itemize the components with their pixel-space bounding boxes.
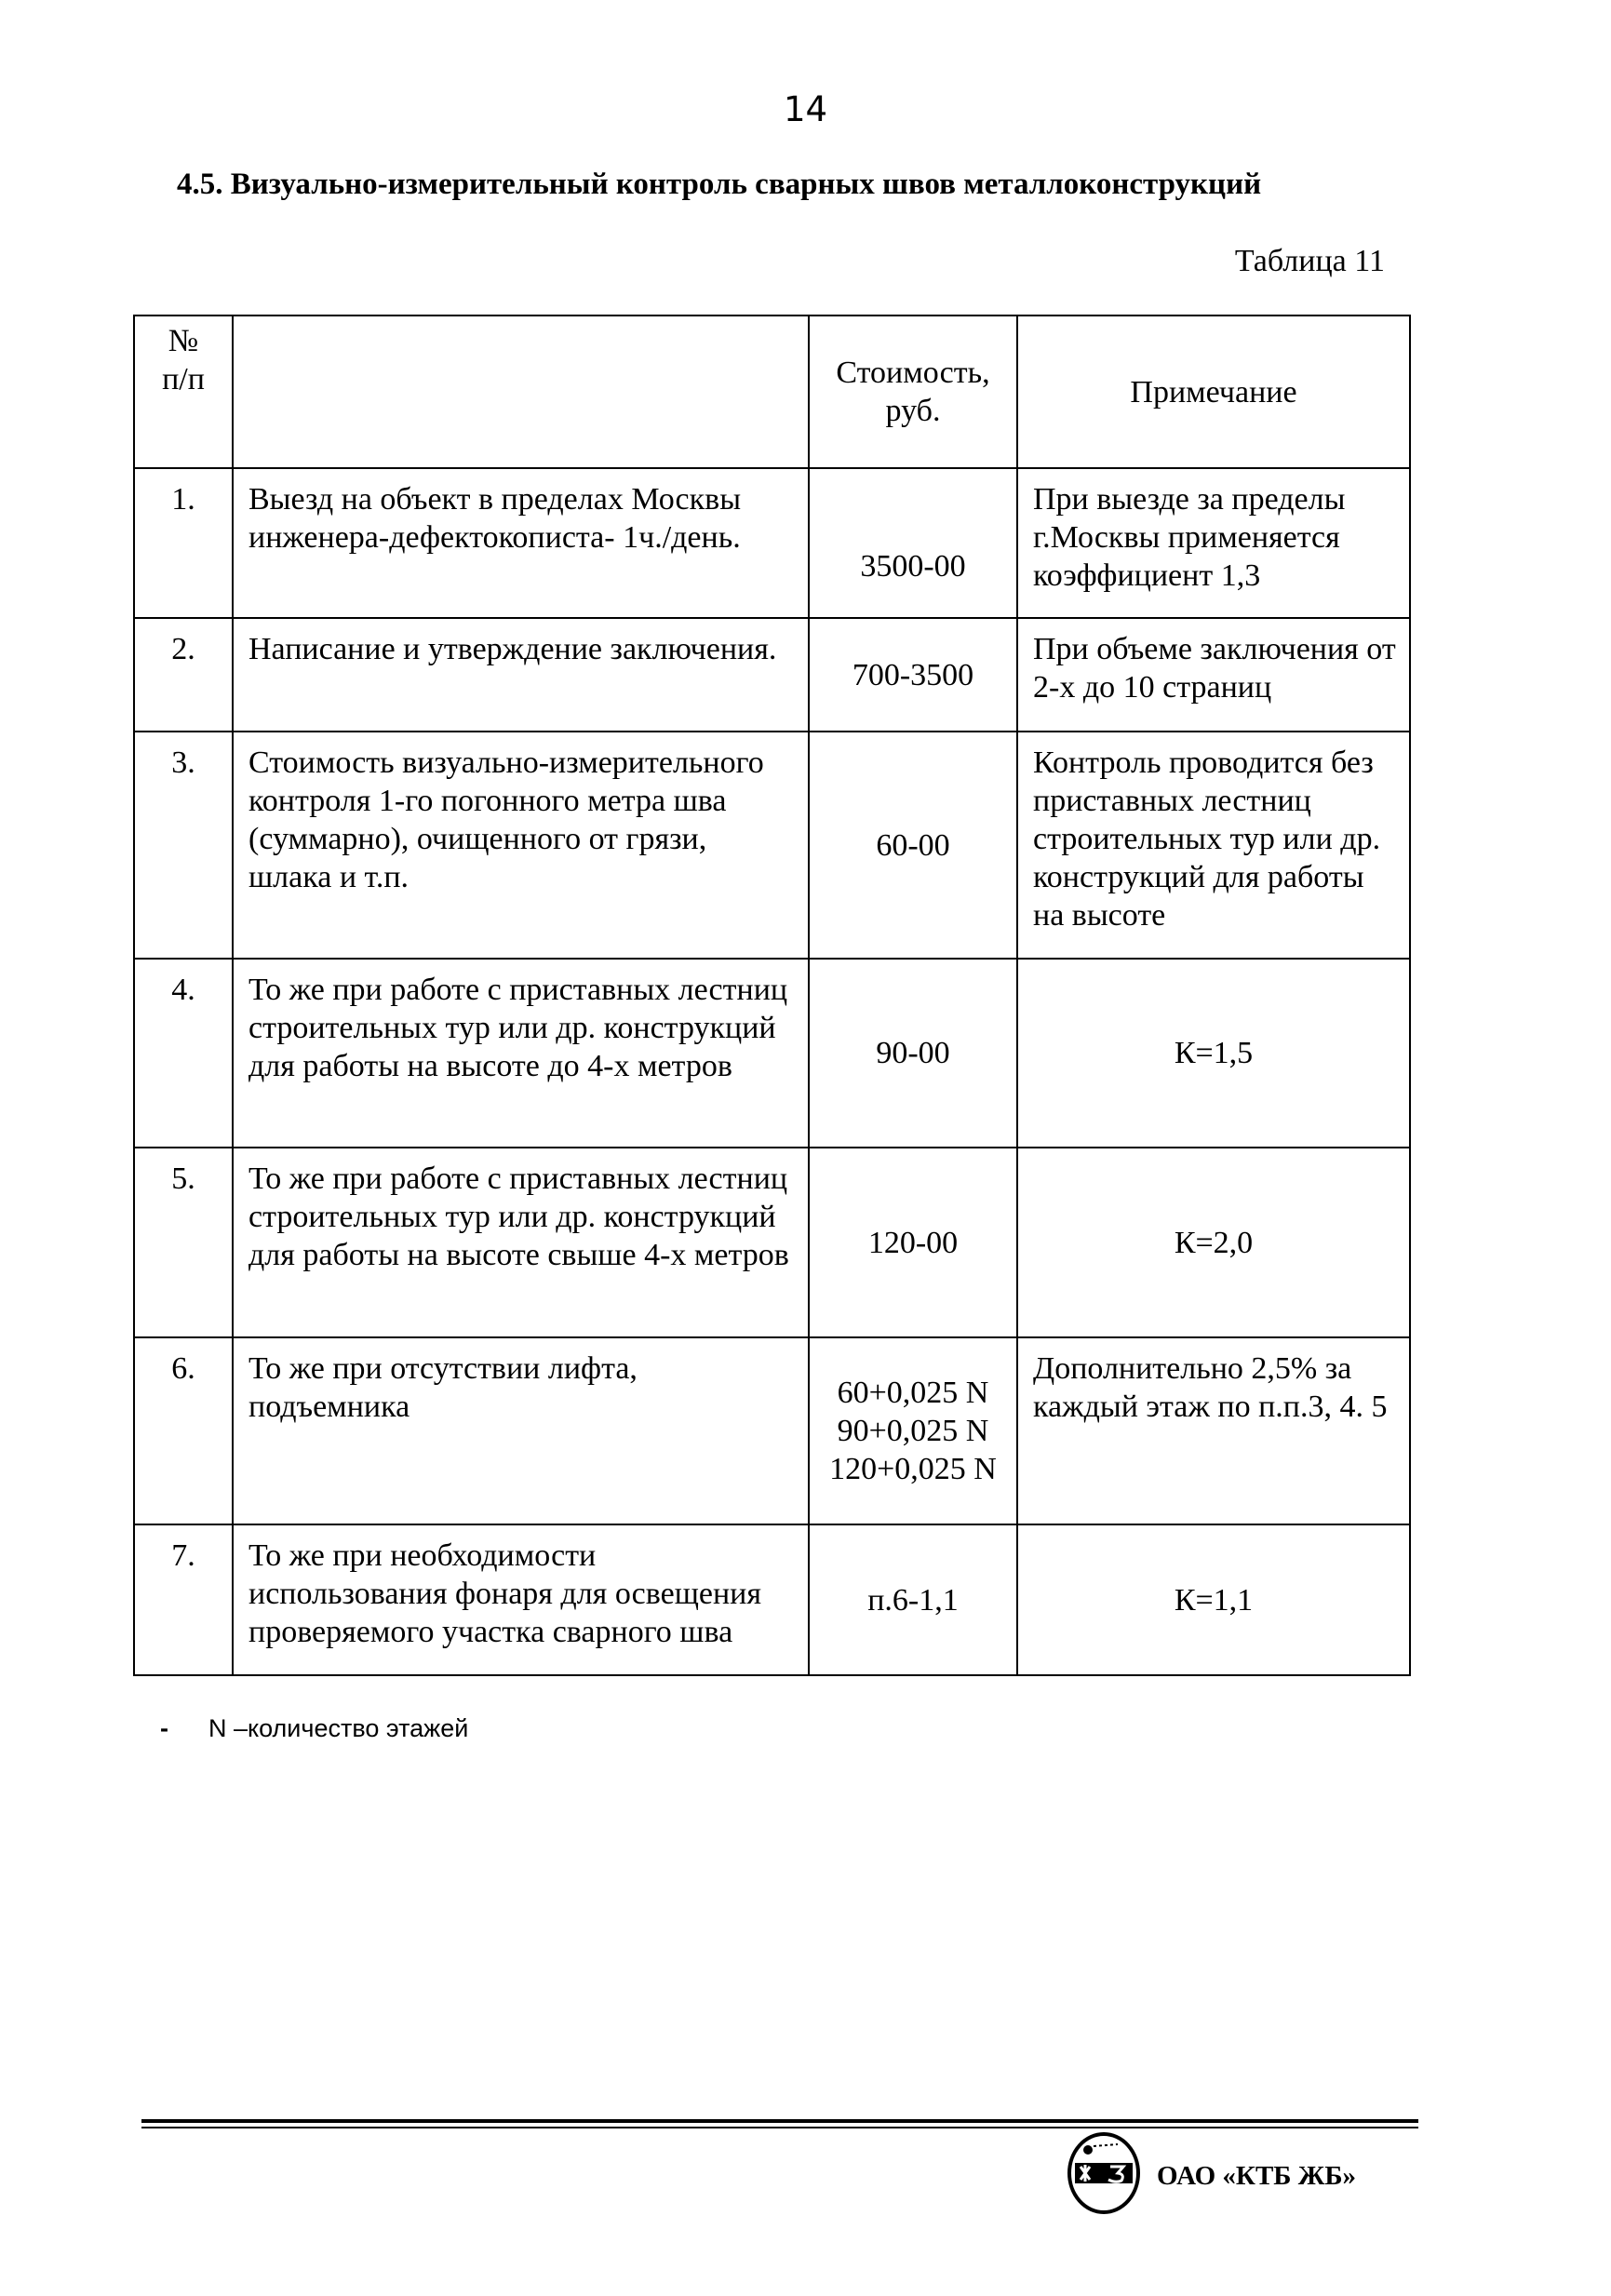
row-description: Написание и утверждение заключения. [233, 618, 809, 732]
page-number: 14 [783, 89, 828, 129]
footnote-bullet: - [160, 1714, 168, 1742]
row-note: К=2,0 [1017, 1148, 1410, 1337]
table-row [134, 959, 1410, 1148]
row-cost: 3500-00 [809, 468, 1017, 618]
company-name: ОАО «КТБ ЖБ» [1157, 2161, 1357, 2191]
row-note: Дополнительно 2,5% за каждый этаж по п.п.3, 4. 5 [1017, 1337, 1410, 1524]
header-note: Примечание [1017, 316, 1410, 468]
row-description: То же при работе с приставных лестниц строительных тур или др. конструкций для работы на высоте свыше 4-х метров [233, 1148, 809, 1337]
row-num: 1. [134, 468, 233, 618]
table-row [134, 618, 1410, 732]
table-row [134, 1524, 1410, 1675]
table-row [134, 732, 1410, 959]
row-num: 2. [134, 618, 233, 732]
table-header-row [134, 316, 1410, 468]
price-table [133, 315, 1411, 1676]
row-note: При объеме заключения от 2-х до 10 страниц [1017, 618, 1410, 732]
row-cost: п.6-1,1 [809, 1524, 1017, 1675]
row-description: То же при работе с приставных лестниц строительных тур или др. конструкций для работы на высоте до 4-х метров [233, 959, 809, 1148]
row-description: Выезд на объект в пределах Москвы инженера-дефектокописта- 1ч./день. [233, 468, 809, 618]
row-description: То же при необходимости использования фонаря для освещения проверяемого участка сварного шва [233, 1524, 809, 1675]
header-description [233, 316, 809, 468]
header-num: № п/п [134, 316, 233, 468]
row-cost: 90-00 [809, 959, 1017, 1148]
row-note: Контроль проводится без приставных лестниц строительных тур или др. конструкций для работы на высоте [1017, 732, 1410, 959]
row-num: 6. [134, 1337, 233, 1524]
table-row [134, 468, 1410, 618]
company-logo-icon [1066, 2131, 1142, 2215]
footnote-text: N –количество этажей [208, 1714, 469, 1742]
footer-rule-thin [141, 2127, 1418, 2128]
row-description: То же при отсутствии лифта, подъемника [233, 1337, 809, 1524]
footnote [160, 1714, 468, 1743]
row-num: 7. [134, 1524, 233, 1675]
row-num: 4. [134, 959, 233, 1148]
row-cost: 60-00 [809, 732, 1017, 959]
table-caption: Таблица 11 [1234, 244, 1385, 278]
section-title: 4.5. Визуально-измерительный контроль сварных швов металлоконструкций [177, 168, 1262, 201]
row-note: К=1,5 [1017, 959, 1410, 1148]
row-num: 3. [134, 732, 233, 959]
table-row [134, 1148, 1410, 1337]
row-note: При выезде за пределы г.Москвы применяется коэффициент 1,3 [1017, 468, 1410, 618]
row-cost: 700-3500 [809, 618, 1017, 732]
row-description: Стоимость визуально-измерительного контроля 1-го погонного метра шва (суммарно), очищенного от грязи, шлака и т.п. [233, 732, 809, 959]
row-cost: 120-00 [809, 1148, 1017, 1337]
table-row [134, 1337, 1410, 1524]
row-note: К=1,1 [1017, 1524, 1410, 1675]
row-cost: 60+0,025 N 90+0,025 N 120+0,025 N [809, 1337, 1017, 1524]
footer-rule [141, 2119, 1418, 2123]
row-num: 5. [134, 1148, 233, 1337]
header-cost: Стоимость, руб. [809, 316, 1017, 468]
